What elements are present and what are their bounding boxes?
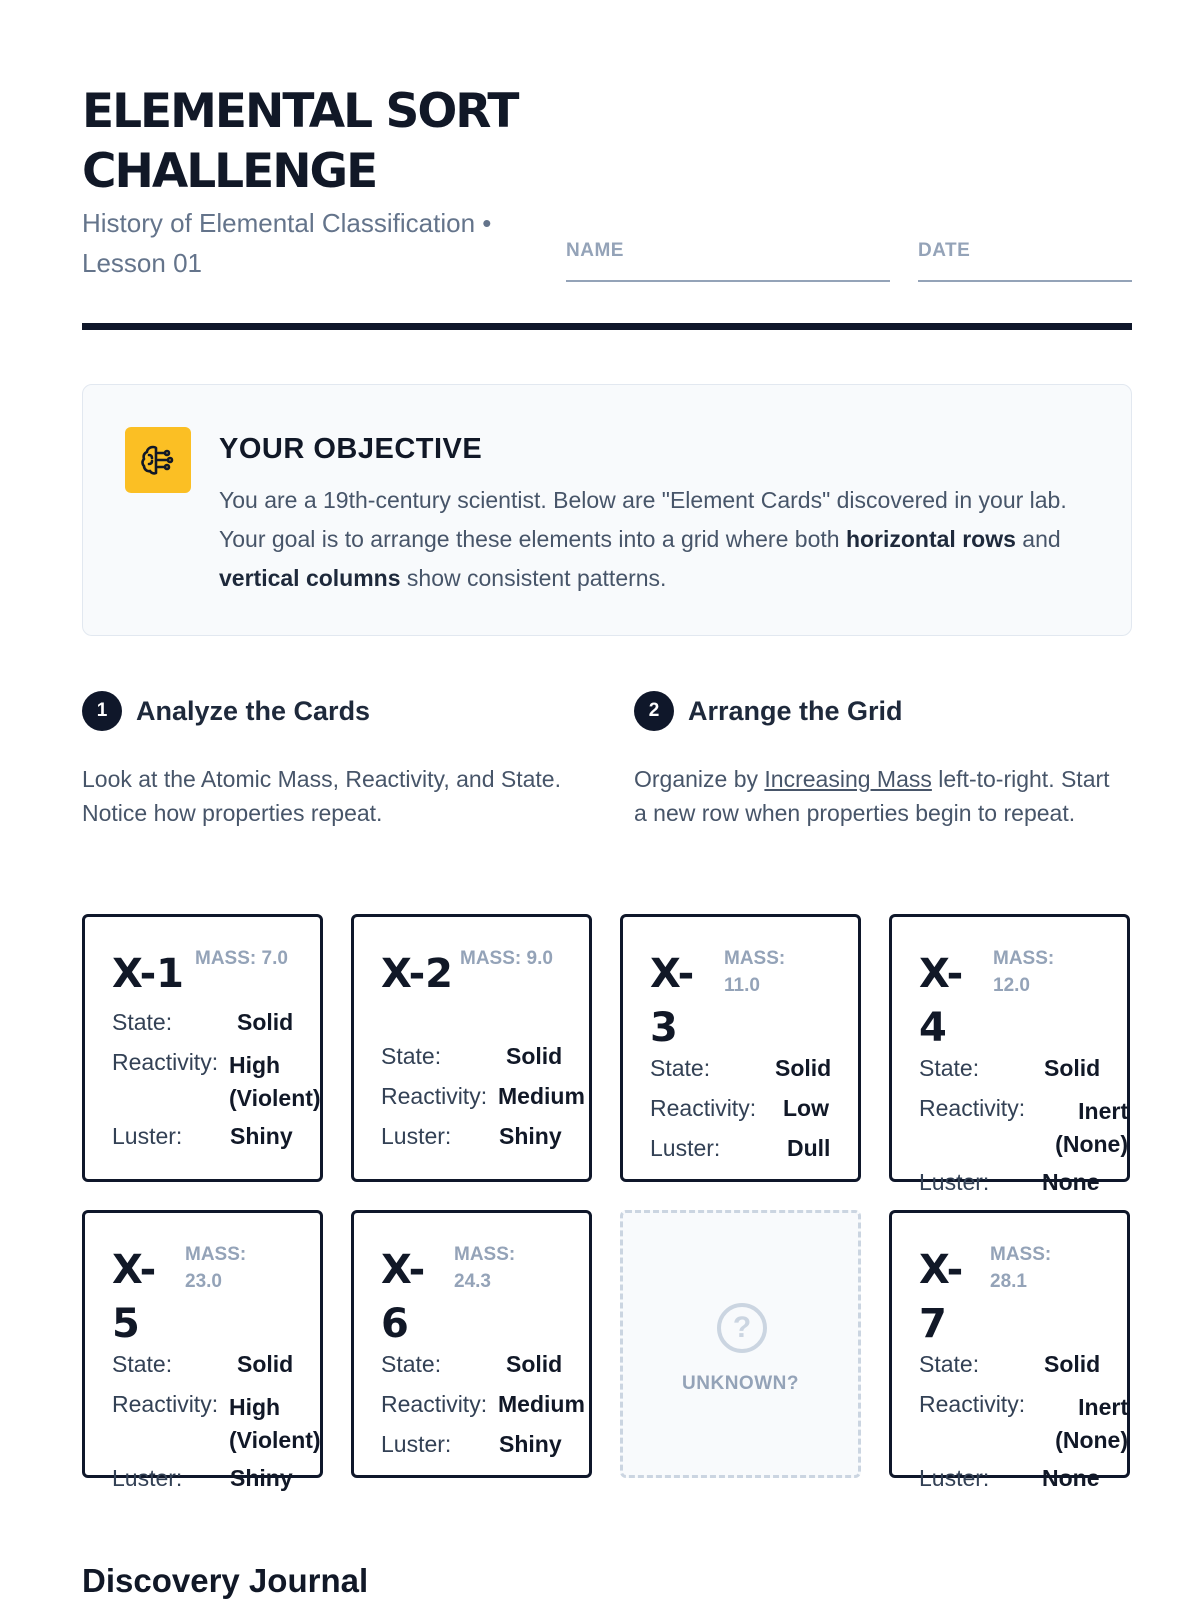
state-label: State:	[650, 1055, 711, 1081]
step-title: Analyze the Cards	[136, 695, 371, 726]
element-card-x3[interactable]	[620, 914, 861, 1182]
reactivity-value: Medium	[498, 1391, 585, 1417]
luster-value: Shiny	[499, 1123, 562, 1149]
reactivity-label: Reactivity:	[112, 1049, 219, 1075]
brain-icon	[125, 427, 191, 493]
state-label: State:	[919, 1055, 980, 1081]
element-card-x2[interactable]	[351, 914, 592, 1182]
element-card-x7[interactable]	[889, 1210, 1130, 1491]
card-mass: MASS: 7.0	[195, 948, 288, 969]
name-label: NAME	[566, 240, 624, 261]
objective-text: You are a 19th-century scientist. Below are "Element Cards" discovered in your lab. Your goal is to arrange these elements into a grid where both horizontal rows and vertical columns show consistent patterns.	[219, 487, 1067, 591]
state-label: State:	[112, 1351, 173, 1377]
luster-value: Shiny	[230, 1465, 293, 1491]
reactivity-value: Medium	[498, 1083, 585, 1109]
increasing-mass-term: Increasing Mass	[764, 766, 932, 792]
luster-value: None	[1042, 1465, 1100, 1491]
card-mass: MASS: 23.0	[185, 1244, 247, 1292]
question-mark-icon: ?	[717, 1303, 767, 1353]
step-title: Arrange the Grid	[688, 695, 903, 726]
unknown-label: UNKNOWN?	[682, 1373, 799, 1394]
state-value: Solid	[1044, 1351, 1101, 1377]
card-id: X-1	[112, 951, 185, 997]
card-mass: MASS: 24.3	[454, 1244, 516, 1292]
luster-label: Luster:	[919, 1465, 990, 1491]
reactivity-value: High (Violent)	[229, 1394, 321, 1453]
page-title: ELEMENTAL SORT CHALLENGE	[82, 84, 518, 199]
state-label: State:	[381, 1043, 442, 1069]
element-card-x6[interactable]	[351, 1210, 592, 1478]
card-id: X-6	[381, 1247, 426, 1347]
page-subtitle: History of Elemental Classification • Lesson 01	[82, 208, 492, 278]
state-label: State:	[919, 1351, 980, 1377]
card-id: X-5	[112, 1247, 157, 1347]
card-id: X-2	[381, 951, 454, 997]
card-mass: MASS: 9.0	[460, 948, 553, 969]
discovery-journal-heading: Discovery Journal	[82, 1562, 369, 1599]
reactivity-label: Reactivity:	[919, 1391, 1026, 1417]
luster-label: Luster:	[919, 1169, 990, 1195]
reactivity-label: Reactivity:	[381, 1391, 488, 1417]
luster-value: Shiny	[499, 1431, 562, 1457]
date-field[interactable]	[918, 240, 1132, 282]
luster-label: Luster:	[112, 1123, 183, 1149]
reactivity-value: Inert (None)	[1055, 1098, 1128, 1157]
reactivity-value: High (Violent)	[229, 1052, 321, 1111]
worksheet-page	[82, 0, 1132, 1600]
unknown-card-slot[interactable]	[620, 1210, 861, 1478]
state-value: Solid	[775, 1055, 832, 1081]
reactivity-label: Reactivity:	[112, 1391, 219, 1417]
card-mass: MASS: 28.1	[990, 1244, 1052, 1292]
luster-label: Luster:	[112, 1465, 183, 1491]
luster-value: Dull	[787, 1135, 831, 1161]
luster-value: Shiny	[230, 1123, 293, 1149]
name-field[interactable]	[566, 240, 890, 282]
card-id: X-4	[919, 951, 964, 1051]
reactivity-label: Reactivity:	[650, 1095, 757, 1121]
card-id: X-7	[919, 1247, 964, 1347]
step-text: Look at the Atomic Mass, Reactivity, and State. Notice how properties repeat.	[82, 766, 561, 826]
objective-box	[82, 384, 1132, 636]
card-mass: MASS: 12.0	[993, 948, 1055, 996]
element-card-x5[interactable]	[82, 1210, 323, 1491]
step-text: Organize by Increasing Mass left-to-right. Start a new row when properties begin to repeat.	[634, 766, 1110, 826]
state-value: Solid	[237, 1009, 294, 1035]
state-value: Solid	[237, 1351, 294, 1377]
step-analyze	[82, 690, 562, 830]
luster-label: Luster:	[650, 1135, 721, 1161]
card-mass: MASS: 11.0	[724, 948, 786, 996]
element-card-x1[interactable]	[82, 914, 323, 1182]
step-arrange	[634, 690, 1114, 830]
state-value: Solid	[506, 1351, 563, 1377]
luster-label: Luster:	[381, 1431, 452, 1457]
step-number-badge: 1	[82, 691, 122, 731]
reactivity-value: Low	[783, 1095, 829, 1121]
emphasis-rows: horizontal rows	[845, 526, 1016, 552]
state-value: Solid	[1044, 1055, 1101, 1081]
state-value: Solid	[506, 1043, 563, 1069]
objective-title: YOUR OBJECTIVE	[219, 433, 483, 465]
element-card-x4[interactable]	[889, 914, 1130, 1195]
header-divider	[82, 323, 1132, 330]
date-label: DATE	[918, 240, 971, 261]
step-number-badge: 2	[634, 691, 674, 731]
card-id: X-3	[650, 951, 695, 1051]
emphasis-columns: vertical columns	[219, 565, 401, 591]
state-label: State:	[112, 1009, 173, 1035]
luster-value: None	[1042, 1169, 1100, 1195]
state-label: State:	[381, 1351, 442, 1377]
reactivity-label: Reactivity:	[919, 1095, 1026, 1121]
luster-label: Luster:	[381, 1123, 452, 1149]
reactivity-value: Inert (None)	[1055, 1394, 1128, 1453]
reactivity-label: Reactivity:	[381, 1083, 488, 1109]
